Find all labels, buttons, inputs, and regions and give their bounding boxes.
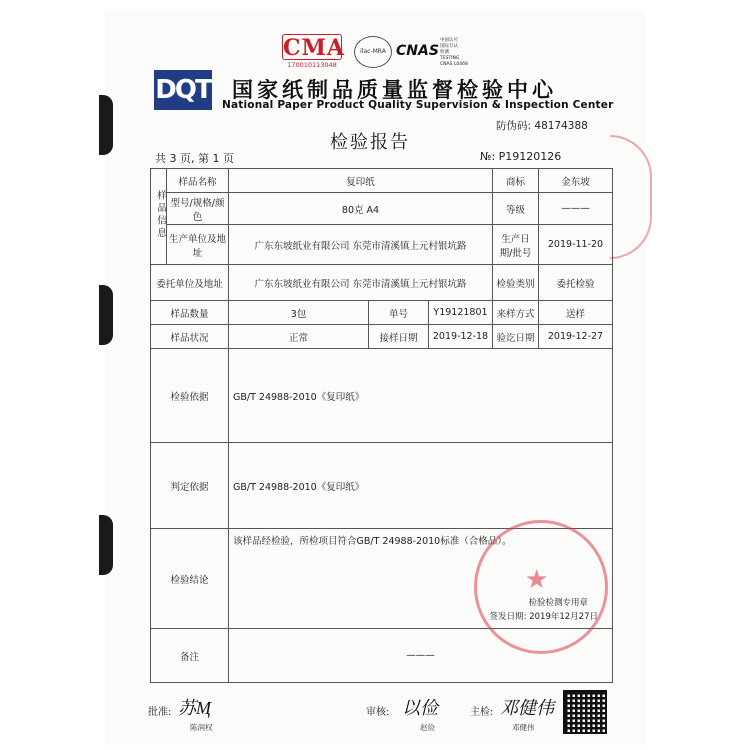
brand: 金东坡	[539, 169, 613, 193]
approve-label: 批准:	[148, 707, 172, 718]
sampling: 送样	[539, 301, 613, 325]
binder-hole	[99, 515, 113, 575]
seal-star-icon: ★	[525, 565, 549, 595]
org-name-cn: 国家纸制品质量监督检验中心	[232, 78, 557, 102]
grade-label: 等级	[493, 193, 539, 225]
review-signature: 以俭	[402, 698, 438, 719]
client-label: 委托单位及地址	[151, 265, 229, 301]
judge: GB/T 24988-2010《复印纸》	[229, 443, 613, 529]
sample-name: 复印纸	[229, 169, 493, 193]
conclusion-label: 检验结论	[151, 529, 229, 629]
org-name-en: National Paper Product Quality Supervision & Inspection Center	[222, 99, 614, 111]
approve-name: 陈润权	[190, 723, 213, 732]
approve-signature: 苏Ӎ	[178, 698, 211, 719]
basis: GB/T 24988-2010《复印纸》	[229, 349, 613, 443]
model: 80克 A4	[229, 193, 493, 225]
client: 广东东坡纸业有限公司 东莞市清溪镇上元村银坑路	[229, 265, 493, 301]
prod-date: 2019-11-20	[539, 225, 613, 265]
grade: ———	[539, 193, 613, 225]
main-inspector-label: 主检:	[470, 707, 494, 718]
cma-logo: CMA 170010113048	[283, 35, 345, 69]
review-label: 审核:	[366, 707, 390, 718]
conclusion-text: 该样品经检验，所检项目符合GB/T 24988-2010标准（合格品）。	[233, 536, 512, 547]
inspect-type: 委托检验	[539, 265, 613, 301]
sampling-label: 来样方式	[493, 301, 539, 325]
cnas-caption: 中国认可 国际互认 检测 TESTING CNAS L0468	[440, 38, 468, 67]
prod-date-label: 生产日期/批号	[493, 225, 539, 265]
sample-name-label: 样品名称	[167, 169, 229, 193]
report-number: №: P19120126	[480, 150, 562, 163]
anti-fake-code: 防伪码: 48174388	[496, 120, 588, 132]
sample-info-group: 样品信息	[151, 169, 167, 265]
cnas-logo: CNAS	[396, 43, 439, 59]
brand-label: 商标	[493, 169, 539, 193]
binder-hole	[99, 95, 113, 155]
finish-date: 2019-12-27	[539, 325, 613, 349]
certification-logos	[282, 34, 482, 70]
order: Y19121801	[429, 301, 493, 325]
seal-caption: 检验检测专用章	[528, 598, 588, 608]
qr-code-icon	[563, 690, 607, 734]
judge-label: 判定依据	[151, 443, 229, 529]
state-label: 样品状况	[151, 325, 229, 349]
dqt-logo: DQT	[154, 70, 212, 110]
inspect-type-label: 检验类别	[493, 265, 539, 301]
qty: 3包	[229, 301, 369, 325]
receive-date: 2019-12-18	[429, 325, 493, 349]
basis-label: 检验依据	[151, 349, 229, 443]
report-title: 检验报告	[330, 132, 410, 153]
remark-label: 备注	[151, 629, 229, 683]
model-label: 型号/规格/颜色	[167, 193, 229, 225]
finish-label: 验讫日期	[493, 325, 539, 349]
main-inspector-name: 邓健伟	[512, 723, 535, 732]
ilac-mra-logo: ilac-MRA	[354, 36, 392, 68]
order-label: 单号	[369, 301, 429, 325]
producer: 广东东坡纸业有限公司 东莞市清溪镇上元村银坑路	[229, 225, 493, 265]
issue-date: 签发日期: 2019年12月27日	[489, 612, 598, 622]
remark: ———	[229, 629, 613, 683]
partial-seal	[610, 135, 652, 259]
qty-label: 样品数量	[151, 301, 229, 325]
review-name: 赵俭	[420, 723, 435, 732]
page-count: 共 3 页, 第 1 页	[155, 152, 234, 165]
binder-hole	[99, 285, 113, 345]
producer-label: 生产单位及地址	[167, 225, 229, 265]
receive-label: 接样日期	[369, 325, 429, 349]
state: 正常	[229, 325, 369, 349]
main-inspector-signature: 邓健伟	[500, 698, 554, 719]
